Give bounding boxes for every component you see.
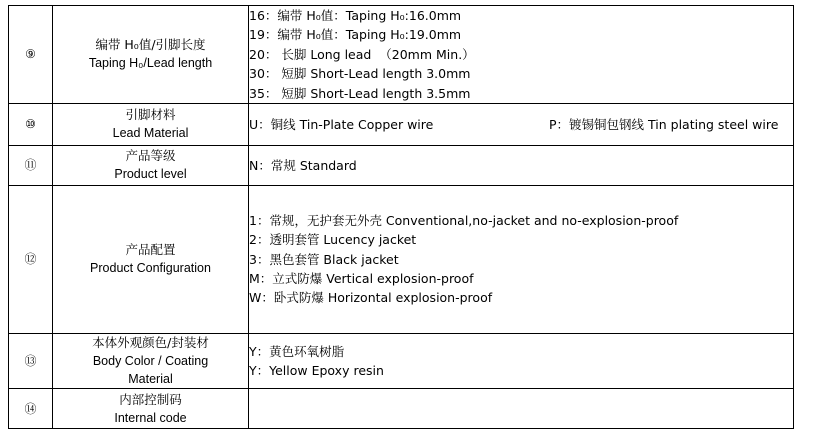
row-name-en-2: Material bbox=[128, 372, 173, 387]
row-name-cn: 本体外观颜色/封装材 bbox=[92, 334, 209, 350]
row-name bbox=[53, 6, 249, 104]
description-line: W：卧式防爆 Horizontal explosion-proof bbox=[249, 290, 493, 306]
row-name bbox=[53, 389, 249, 429]
row-description bbox=[249, 103, 794, 145]
row-description bbox=[249, 145, 794, 185]
row-name bbox=[53, 103, 249, 145]
table-row bbox=[9, 6, 794, 104]
table-row bbox=[9, 103, 794, 145]
row-name-en: Product level bbox=[114, 167, 187, 182]
row-name-en: Body Color / Coating bbox=[92, 354, 209, 368]
row-name-en: Internal code bbox=[114, 410, 187, 425]
row-index: ⑨ bbox=[9, 6, 53, 104]
row-description bbox=[249, 389, 794, 429]
description-line: 35： 短脚 Short-Lead length 3.5mm bbox=[249, 85, 471, 101]
row-description bbox=[249, 185, 794, 333]
description-line: Y：黄色环氧树脂 bbox=[249, 343, 345, 359]
description-line: 2：透明套管 Lucency jacket bbox=[249, 232, 417, 248]
row-index: ⑪ bbox=[9, 145, 53, 185]
row-name bbox=[53, 185, 249, 333]
row-name-cn: 产品配置 bbox=[125, 242, 176, 258]
table-row bbox=[9, 145, 794, 185]
row-name-en: Product Configuration bbox=[90, 261, 211, 276]
description-line-right: P：镀锡铜包钢线 Tin plating steel wire bbox=[549, 116, 779, 132]
description-line: 1：常规，无护套无外壳 Conventional,no-jacket and no-explosion-proof bbox=[249, 212, 679, 228]
description-line-left: U：铜线 Tin-Plate Copper wire bbox=[249, 116, 434, 132]
description-line: 16：编带 H₀值：Taping H₀:16.0mm bbox=[249, 8, 462, 23]
row-name bbox=[53, 145, 249, 185]
row-name-cn: 引脚材料 bbox=[125, 107, 176, 123]
row-description bbox=[249, 333, 794, 388]
row-name-en: Lead Material bbox=[112, 126, 189, 141]
description-line: N：常规 Standard bbox=[249, 157, 357, 173]
row-index: ⑩ bbox=[9, 103, 53, 145]
description-line: M：立式防爆 Vertical explosion-proof bbox=[249, 271, 474, 287]
table-row bbox=[9, 389, 794, 429]
row-index: ⑫ bbox=[9, 185, 53, 333]
row-name-cn: 编带 H₀值/引脚长度 bbox=[95, 37, 206, 53]
description-line: 19：编带 H₀值：Taping H₀:19.0mm bbox=[249, 27, 462, 43]
row-description bbox=[249, 6, 794, 104]
description-line: 3：黑色套管 Black jacket bbox=[249, 251, 399, 267]
table-row bbox=[9, 185, 794, 333]
description-line: 20： 长脚 Long lead （20mm Min.） bbox=[249, 46, 475, 62]
row-index: ⑭ bbox=[9, 389, 53, 429]
row-name-cn: 内部控制码 bbox=[119, 391, 182, 407]
description-line: Y：Yellow Epoxy resin bbox=[249, 363, 384, 379]
description-line: 30： 短脚 Short-Lead length 3.0mm bbox=[249, 66, 471, 82]
table-row bbox=[9, 333, 794, 388]
row-name-en: Taping H₀/Lead length bbox=[88, 56, 213, 71]
row-index: ⑬ bbox=[9, 333, 53, 388]
row-name bbox=[53, 333, 249, 388]
row-name-cn: 产品等级 bbox=[125, 148, 176, 164]
specification-table bbox=[8, 5, 794, 429]
